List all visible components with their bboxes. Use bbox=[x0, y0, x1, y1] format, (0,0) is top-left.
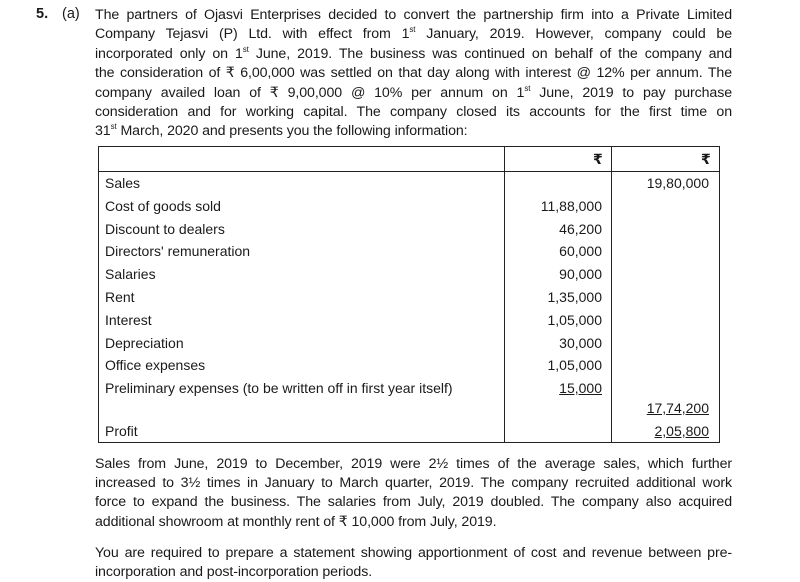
currency-header-2: ₹ bbox=[701, 151, 711, 167]
intro-line: 31st March, 2020 and presents you the following information: bbox=[95, 122, 468, 140]
row-label: Rent bbox=[105, 289, 135, 305]
row-label: Discount to dealers bbox=[105, 220, 225, 237]
row-label: Salaries bbox=[105, 266, 156, 283]
row-amount-col1: 11,88,000 bbox=[540, 197, 602, 214]
row-amount-col1: 1,35,000 bbox=[547, 289, 602, 305]
info-line: additional showroom at monthly rent of ₹ 10,000 from July, 2019. bbox=[95, 513, 497, 530]
row-label: Directors' remuneration bbox=[105, 243, 251, 260]
table-header-rule bbox=[99, 171, 719, 172]
row-amount-col1: 15,000 bbox=[559, 380, 602, 397]
profit-table bbox=[98, 146, 720, 443]
row-label: Office expenses bbox=[105, 357, 206, 374]
row-amount-col2: 19,80,000 bbox=[646, 175, 709, 191]
intro-line: the consideration of ₹ 6,00,000 was settled on that day along with interest @ 12% per annum. The bbox=[95, 65, 732, 82]
info-line: force to expand the business. The salaries from July, 2019 doubled. The company also acquired bbox=[95, 494, 732, 511]
question-number: 5. bbox=[36, 6, 49, 22]
currency-header-1: ₹ bbox=[593, 151, 603, 167]
row-label: Cost of goods sold bbox=[105, 197, 221, 214]
intro-line: consideration and for working capital. The company closed its accounts for the first time on bbox=[95, 104, 732, 121]
row-label: Sales bbox=[105, 175, 141, 191]
info-line: Sales from June, 2019 to December, 2019 were 2½ times of the average sales, which further bbox=[95, 456, 732, 472]
row-amount-col1: 46,200 bbox=[559, 220, 602, 237]
table-divider bbox=[504, 147, 505, 442]
profit-value: 2,05,800 bbox=[654, 423, 709, 439]
intro-line: incorporated only on 1st June, 2019. The business was continued on behalf of the company and bbox=[95, 44, 732, 62]
row-amount-col1: 60,000 bbox=[559, 243, 602, 260]
row-label: Preliminary expenses (to be written off in first year itself) bbox=[105, 380, 453, 397]
requirement-line: incorporation and post-incorporation periods. bbox=[95, 564, 373, 581]
info-line: increased to 3½ times in January to March quarter, 2019. The company recruited additional work bbox=[95, 475, 732, 492]
requirement-line: You are required to prepare a statement showing apportionment of cost and revenue between pre- bbox=[95, 545, 732, 561]
total-expenses: 17,74,200 bbox=[646, 400, 709, 416]
question-part: (a) bbox=[62, 6, 80, 22]
row-amount-col1: 90,000 bbox=[559, 266, 602, 283]
intro-line: Company Tejasvi (P) Ltd. with effect from 1st January, 2019. However, company could be bbox=[95, 25, 732, 43]
intro-line: company availed loan of ₹ 9,00,000 @ 10% per annum on 1st June, 2019 to pay purchase bbox=[95, 83, 732, 101]
profit-label: Profit bbox=[105, 423, 138, 439]
table-divider bbox=[611, 147, 612, 442]
question-intro bbox=[95, 6, 732, 142]
row-label: Interest bbox=[105, 311, 152, 328]
row-amount-col1: 1,05,000 bbox=[547, 311, 602, 328]
row-amount-col1: 1,05,000 bbox=[547, 357, 602, 374]
row-amount-col1: 30,000 bbox=[559, 334, 602, 351]
intro-line: The partners of Ojasvi Enterprises decided to convert the partnership firm into a Private Limited bbox=[95, 7, 732, 23]
row-label: Depreciation bbox=[105, 334, 184, 351]
requirement bbox=[95, 544, 732, 582]
additional-info bbox=[95, 455, 732, 532]
